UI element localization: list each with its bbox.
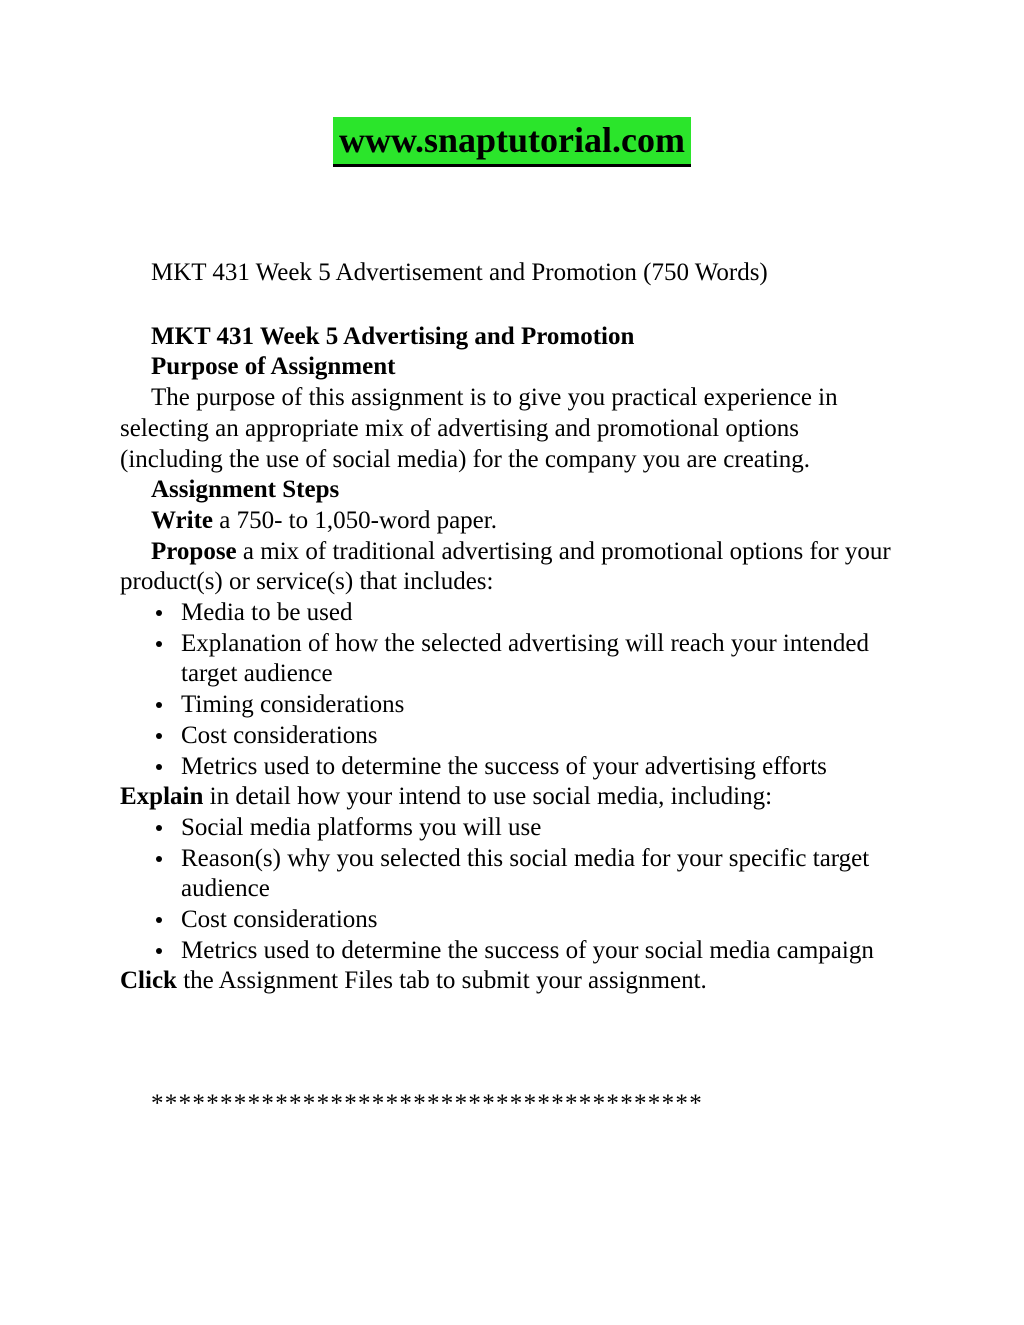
list-item-text: Timing considerations — [181, 691, 405, 719]
propose-keyword: Propose — [151, 537, 237, 565]
list-item-text: Cost considerations — [181, 721, 378, 749]
banner-text: www.snaptutorial.com — [338, 120, 685, 160]
click-keyword: Click — [120, 967, 177, 995]
list-item — [181, 813, 900, 844]
write-text: a 750- to 1,050-word paper. — [213, 506, 497, 534]
explain-instruction — [120, 782, 900, 813]
purpose-heading: Purpose of Assignment — [151, 353, 396, 381]
list-item-text: Metrics used to determine the success of your social media campaign — [181, 936, 874, 964]
course-title: MKT 431 Week 5 Advertisement and Promotion (750 Words) — [151, 259, 768, 286]
list-item-text: Media to be used — [181, 599, 353, 627]
list-item — [181, 629, 900, 690]
list-item-text: Explanation of how the selected advertising will reach your intended target audience — [181, 629, 869, 688]
list-item-text: Metrics used to determine the success of your advertising efforts — [181, 752, 827, 780]
assignment-heading: MKT 431 Week 5 Advertising and Promotion — [151, 322, 635, 350]
click-instruction — [120, 966, 900, 997]
write-instruction — [120, 506, 900, 537]
explain-text: in detail how your intend to use social media, including: — [203, 783, 773, 811]
list-item — [181, 598, 900, 629]
click-text: the Assignment Files tab to submit your assignment. — [176, 967, 707, 995]
list-item — [181, 721, 900, 752]
asterisk-separator: **************************************** — [151, 1090, 703, 1118]
explain-keyword: Explain — [120, 783, 204, 811]
banner-row — [0, 0, 1024, 167]
list-item — [181, 690, 900, 721]
document-body — [120, 258, 900, 1120]
advertising-bullet-list — [120, 598, 900, 782]
list-item-text: Reason(s) why you selected this social media for your specific target audience — [181, 844, 870, 903]
list-item — [181, 905, 900, 936]
purpose-paragraph: The purpose of this assignment is to give you practical experience in selecting an appropriate mix of advertising and promotional options (including the use of social media) for the company you are creating. — [120, 384, 838, 473]
snaptutorial-link[interactable] — [333, 117, 691, 167]
list-item — [181, 752, 900, 783]
list-item-text: Social media platforms you will use — [181, 813, 542, 841]
list-item-text: Cost considerations — [181, 906, 378, 934]
list-item — [181, 936, 900, 967]
social-media-bullet-list — [120, 813, 900, 967]
write-keyword: Write — [151, 506, 214, 534]
list-item — [181, 844, 900, 905]
propose-text: a mix of traditional advertising and promotional options for your product(s) or service(s) that includes: — [120, 537, 891, 596]
propose-instruction — [120, 537, 900, 598]
steps-heading: Assignment Steps — [151, 476, 340, 504]
